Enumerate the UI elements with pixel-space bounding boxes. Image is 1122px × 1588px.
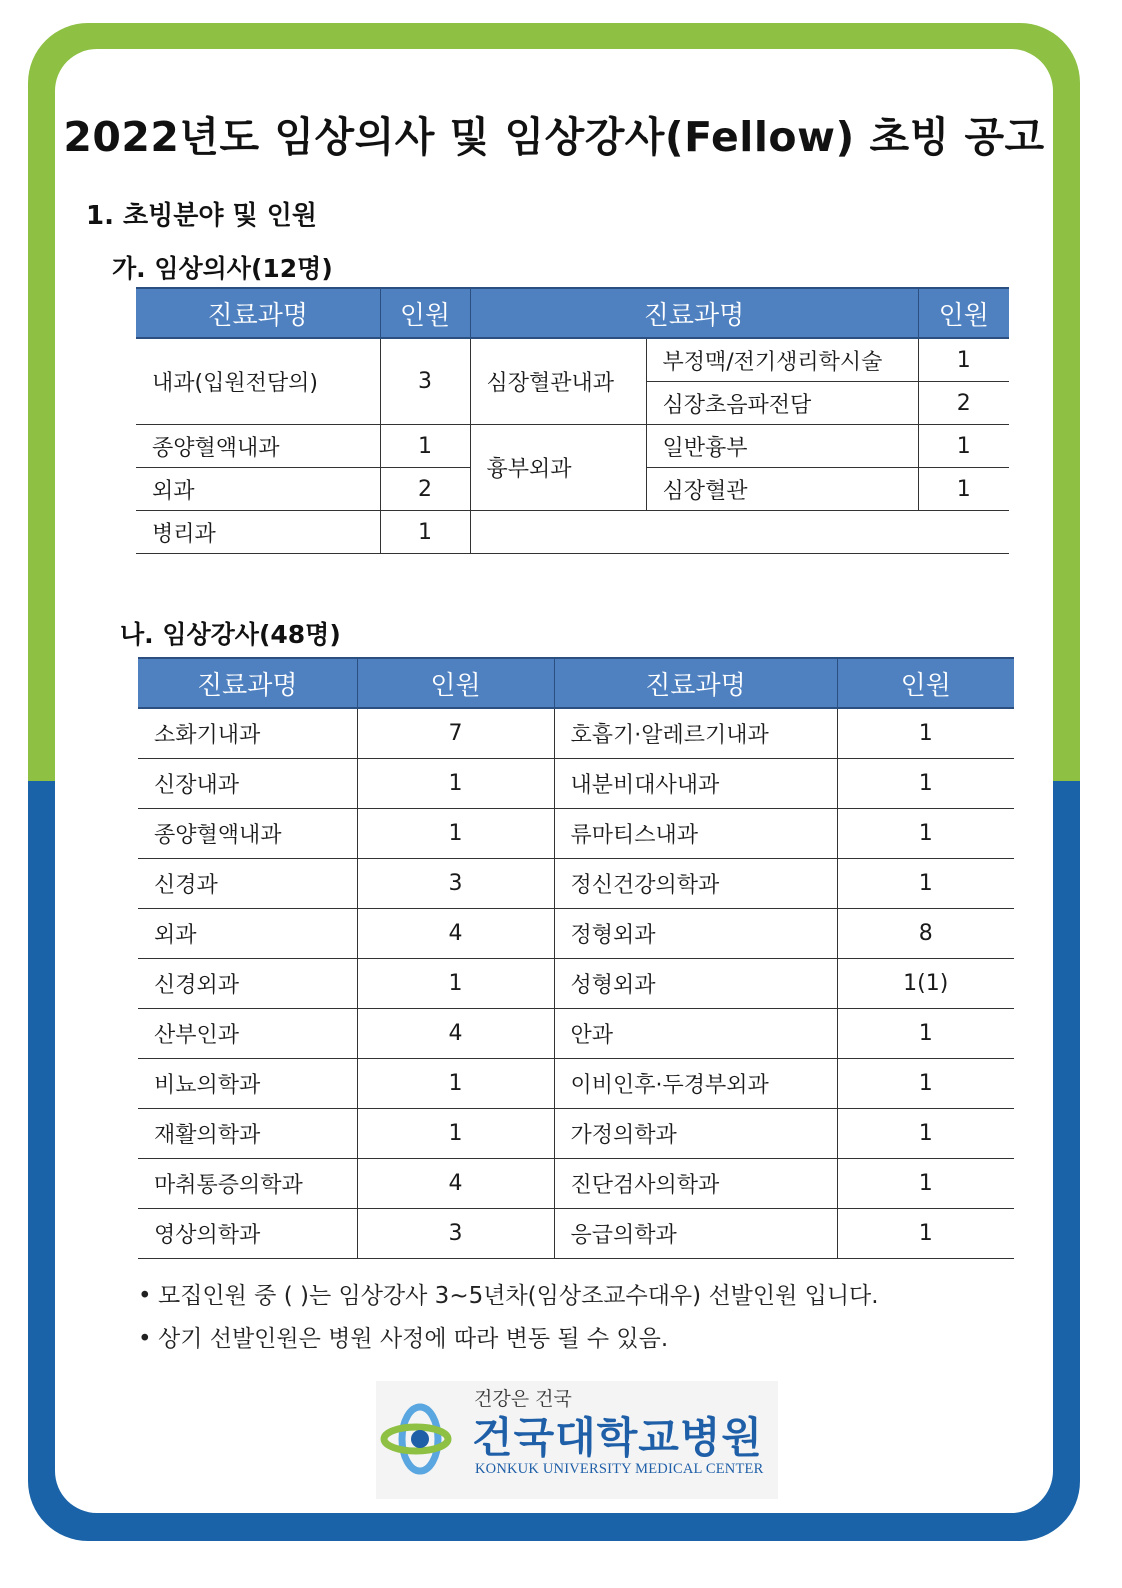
section-heading-recruitment: 1. 초빙분야 및 인원 [86,201,317,231]
dept-cell: 신장내과 [138,759,357,809]
hospital-logo [376,1381,778,1499]
header-count: 인원 [837,658,1014,708]
header-dept: 진료과명 [136,288,380,338]
footnote-text: 상기 선발인원은 병원 사정에 따라 변동 될 수 있음. [158,1326,669,1352]
dept-cell: 성형외과 [554,959,837,1009]
count-cell: 1 [918,338,1009,382]
footnote-text: 모집인원 중 ( )는 임상강사 3~5년차(임상조교수대우) 선발인원 입니다. [158,1283,879,1309]
count-cell: 1 [380,425,470,468]
table-row [138,809,1014,859]
count-cell: 1 [837,809,1014,859]
subspecialty-cell: 일반흉부 [646,425,918,468]
count-cell: 1 [918,468,1009,511]
table-row [136,425,1009,468]
dept-cell: 병리과 [136,511,380,554]
count-cell: 1 [837,1009,1014,1059]
count-cell: 1(1) [837,959,1014,1009]
count-cell: 8 [837,909,1014,959]
table-row [138,708,1014,759]
footnote-parentheses [138,1277,879,1310]
dept-cell: 진단검사의학과 [554,1159,837,1209]
dept-cell: 정형외과 [554,909,837,959]
dept-cell: 산부인과 [138,1009,357,1059]
dept-cell: 소화기내과 [138,708,357,759]
bullet-icon: • [138,1326,152,1352]
dept-cell: 류마티스내과 [554,809,837,859]
logo-name: 건국대학교병원 [472,1413,764,1462]
count-cell: 1 [357,1059,554,1109]
subspecialty-cell: 심장초음파전담 [646,382,918,425]
count-cell: 1 [357,1109,554,1159]
count-cell: 1 [837,1109,1014,1159]
header-dept: 진료과명 [138,658,357,708]
count-cell: 2 [918,382,1009,425]
count-cell: 1 [837,859,1014,909]
count-cell: 4 [357,1159,554,1209]
dept-group-cell: 흉부외과 [470,425,646,511]
dept-cell: 내분비대사내과 [554,759,837,809]
logo-english-name: KONKUK UNIVERSITY MEDICAL CENTER [475,1461,764,1477]
page-title: 2022년도 임상의사 및 임상강사(Fellow) 초빙 공고 [63,113,1045,161]
count-cell: 1 [837,1059,1014,1109]
header-count: 인원 [357,658,554,708]
count-cell: 1 [918,425,1009,468]
table-row [138,1059,1014,1109]
dept-cell: 호흡기·알레르기내과 [554,708,837,759]
dept-cell: 마취통증의학과 [138,1159,357,1209]
count-cell: 1 [357,959,554,1009]
dept-cell: 외과 [136,468,380,511]
dept-cell: 영상의학과 [138,1209,357,1259]
dept-group-cell: 심장혈관내과 [470,338,646,425]
table-row [138,909,1014,959]
dept-cell: 종양혈액내과 [136,425,380,468]
count-cell: 3 [357,1209,554,1259]
dept-cell: 신경외과 [138,959,357,1009]
table-row [138,1009,1014,1059]
table-row [136,338,1009,382]
subsection-heading-clinical-physician: 가. 임상의사(12명) [112,254,333,283]
dept-cell: 재활의학과 [138,1109,357,1159]
dept-cell: 종양혈액내과 [138,809,357,859]
table-row [136,511,1009,554]
subsection-heading-clinical-fellow: 나. 임상강사(48명) [120,620,341,649]
count-cell: 1 [357,759,554,809]
header-dept: 진료과명 [554,658,837,708]
table-header-row [136,288,1009,338]
clinical-fellow-table [138,657,1014,1259]
table-row [138,1209,1014,1259]
count-cell: 4 [357,909,554,959]
table-row [138,759,1014,809]
table-row [138,959,1014,1009]
dept-cell: 이비인후·두경부외과 [554,1059,837,1109]
header-count: 인원 [918,288,1009,338]
subspecialty-cell: 부정맥/전기생리학시술 [646,338,918,382]
bullet-icon: • [138,1283,152,1309]
table-row [138,859,1014,909]
clinical-physician-table [136,287,1009,554]
subspecialty-cell: 심장혈관 [646,468,918,511]
count-cell: 1 [837,759,1014,809]
dept-cell: 외과 [138,909,357,959]
empty-cell [470,511,1009,554]
count-cell: 3 [380,338,470,425]
count-cell: 7 [357,708,554,759]
dept-cell: 신경과 [138,859,357,909]
dept-cell: 응급의학과 [554,1209,837,1259]
count-cell: 2 [380,468,470,511]
count-cell: 1 [837,1209,1014,1259]
table-header-row [138,658,1014,708]
count-cell: 4 [357,1009,554,1059]
dept-cell: 비뇨의학과 [138,1059,357,1109]
count-cell: 1 [837,708,1014,759]
header-count: 인원 [380,288,470,338]
count-cell: 1 [357,809,554,859]
footnote-subject-to-change [138,1320,668,1353]
count-cell: 1 [837,1159,1014,1209]
dept-cell: 안과 [554,1009,837,1059]
table-row [138,1109,1014,1159]
dept-cell: 가정의학과 [554,1109,837,1159]
dept-cell: 정신건강의학과 [554,859,837,909]
header-dept: 진료과명 [470,288,918,338]
dept-cell: 내과(입원전담의) [136,338,380,425]
table-row [138,1159,1014,1209]
count-cell: 3 [357,859,554,909]
count-cell: 1 [380,511,470,554]
logo-slogan: 건강은 건국 [474,1388,572,1410]
